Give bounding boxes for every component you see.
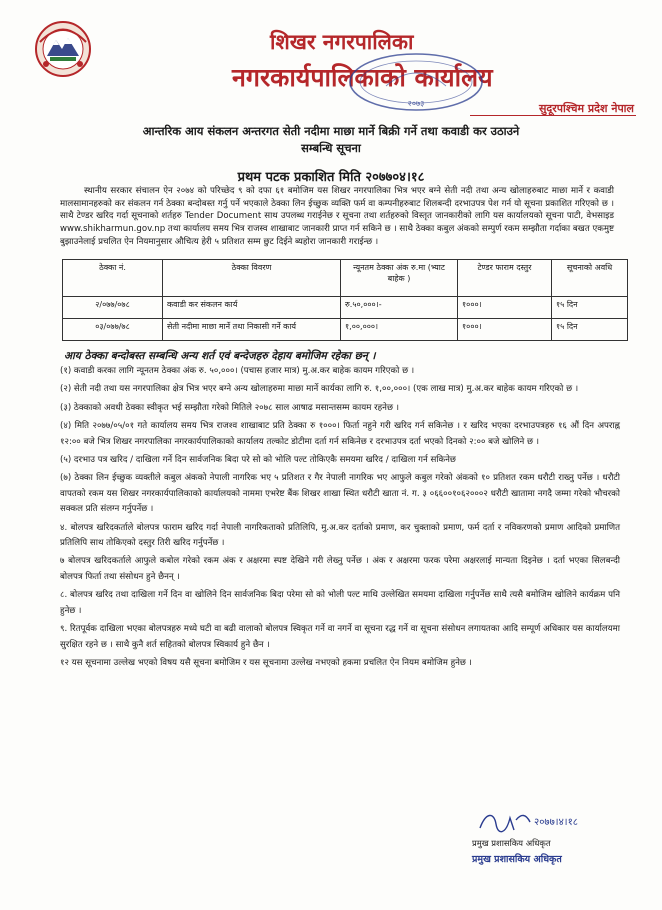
publication-date: प्रथम पटक प्रकाशित मिति २०७७०४।१८ xyxy=(237,170,425,185)
col-header-form-fee: टेण्डर फाराम दस्तुर xyxy=(458,260,552,297)
signature-date: २०७७।४।१८ xyxy=(534,817,578,828)
cell-form-fee: १०००। xyxy=(458,319,552,341)
condition-item: (४) मिति २०७७/०५/०१ गते कार्यालय समय भित्र राजश्व शाखाबाट प्रति ठेक्का रु १०००। फिर्ता नहुने गरी खरिद गर्न सकिनेछ । र खरिद भएका दरभाउपत्रहरु १६ औं दिन अपराह्न १२:०० बजे भित्र शिखर नगरपालिका नगरकार्यपालिकाको कार्यालय तल्कोट डोटीमा दर्ता गर्न सकिनेछ र दरभाउपत्र दर्ता भएको दिनको २:०० बजे खोलिने छ । xyxy=(60,421,620,447)
condition-item: ४. बोलपत्र खरिदकर्ताले बोलपत्र फाराम खरिद गर्दा नेपाली नागरिकताको प्रतिलिपि, मु.अ.कर दर्ताको प्रमाण, कर चुक्ताको प्रमाण, फर्म दर्ता र नविकरणको प्रमाण आदिको प्रमाणित प्रतिलिपि साथ तोकिएको दस्तुर तिरी खरिद गर्नुपर्नेछ । xyxy=(60,522,620,549)
cell-form-fee: १०००। xyxy=(458,297,552,319)
cell-description: कवाडी कर संकलन कार्य xyxy=(163,297,341,319)
col-header-min-amount: न्यूनतम ठेक्का अंक रु.मा (भ्याट बाहेक ) xyxy=(341,260,458,297)
office-name: नगरकार्यपालिकाको कार्यालय xyxy=(232,63,493,92)
condition-item: १२ यस सूचनामा उल्लेख भएको विषय यसै सूचना बमोजिम र यस सूचनामा उल्लेख नभएको हकमा प्रचलित ऐन नियम बमोजिम हुनेछ । xyxy=(60,657,472,668)
org-name: शिखर नगरपालिका xyxy=(270,30,414,54)
cell-notice-period: १५ दिन xyxy=(552,297,628,319)
notice-subject-cont: सम्बन्धि सूचना xyxy=(301,141,361,155)
condition-item: ९. रितपूर्वक दाखिला भएका बोलपत्रहरु मध्ये घटी वा बढी वालाको बोलपत्र स्विकृत गर्ने वा नगर्ने वा सूचना रद्ध गर्ने वा सूचना संसोधन लगायतका आदि सम्पूर्ण अधिकार यस कार्यालयमा सुरक्षित रहने छ । साथै कुनै शर्त सहितको बोलपत्र स्विकार्य हुने छैन । xyxy=(60,624,620,650)
col-header-description: ठेक्का विवरण xyxy=(163,260,341,297)
header-divider xyxy=(470,115,636,116)
condition-item: (२) सेती नदी तथा यस नगरपालिका क्षेत्र भित्र भएर बग्ने अन्य खोलाहरुमा माछा मार्ने कार्यका लागि रु. १,००,०००। (एक लाख मात्र) मु.अ.कर बाहेक कायम गरिएको छ । xyxy=(60,384,579,395)
signatory-title: प्रमुख प्रशासकिय अधिकृत xyxy=(472,838,551,848)
cell-contract-no: ०३/०७७/७८ xyxy=(63,319,163,341)
office-seal-stamp xyxy=(346,50,486,114)
cell-min-amount: रु.५०,०००।- xyxy=(341,297,458,319)
condition-item: (३) ठेक्काको अवधी ठेक्का स्वीकृत भई सम्झौता गरेको मितिले २०७८ साल आषाढ मसान्तसम्म कायम रहनेछ । xyxy=(60,402,399,413)
condition-item: (१) कवाडी करका लागि न्यूनतम ठेक्का अंक रु. ५०,०००। (पचास हजार मात्र) मु.अ.कर बाहेक कायम गरिएको छ । xyxy=(60,366,415,376)
table-row xyxy=(63,319,628,341)
table-header-row xyxy=(63,260,628,297)
table-row xyxy=(63,297,628,319)
cell-min-amount: १,००,०००। xyxy=(341,319,458,341)
notice-subject: आन्तरिक आय संकलन अन्तरगत सेती नदीमा माछा मार्ने बिक्री गर्ने तथा कवाडी कर उठाउने xyxy=(142,124,520,138)
condition-item: (५) दरभाउ पत्र खरिद / दाखिला गर्ने दिन सार्वजनिक बिदा परे सो को भोलि पल्ट तोकिएकै समयमा खरिद / दाखिला गर्न सकिनेछ xyxy=(60,455,456,466)
seal-year: २०७३ xyxy=(407,99,425,108)
signature-scribble xyxy=(476,808,586,836)
conditions-list xyxy=(60,364,620,674)
intro-paragraph: स्थानीय सरकार संचालन ऐन २०७४ को परिच्छेद ९ को दफा ६१ बमोजिम यस शिखर नगरपालिका भित्र भएर बग्ने सेती नदी तथा अन्य खोलाहरुबाट माछा मार्ने र कवाडी मालसामानहरुको कर संकलन गर्न ठेक्का बन्दोबस्त गर्नु पर्ने भएकाले ठेक्का लिन ईच्छुक व्यक्ति फर्म वा कम्पनीहरुबाट शिलबन्दी दरभाउपत्र पेश गर्न यो सूचना प्रकाशित गरिएको छ । साथै टेण्डर खरिद गर्दा सूचनाको शर्तहरु Tender Document साथ उपलब्ध गराईनेछ र सूचना तथा शर्तहरुको विस्तृत जानकारीको लागि यस कार्यालयको सूचना पाटी, वेभसाइड www.shikharmun.gov.np तथा कार्यालय समय भित्र राजस्व शाखाबाट जानकारी प्राप्त गर्न सकिने छ । साथै ठेक्का कबुल अंकको सम्पुर्ण रकम सम्झौता गर्दाका बखत एकमुष्ट बुझाउनेलाई प्रचलित ऐन नियमानुसार औचित्य हेरी ५ प्रतिशत सम्म छुट दिईने ब्यहोरा जानकारी गराईन्छ । xyxy=(60,186,614,247)
cell-contract-no: २/०७७/०७८ xyxy=(63,297,163,319)
conditions-title: आय ठेक्का बन्दोबस्त सम्बन्धि अन्य शर्त एवं बन्देजहरु देहाय बमोजिम रहेका छन् । xyxy=(64,350,376,362)
tender-table xyxy=(62,259,628,341)
condition-item: ८. बोलपत्र खरिद तथा दाखिला गर्ने दिन वा खोलिने दिन सार्वजनिक बिदा परेमा सो को भोली पल्ट माथि उल्लेखित समयमा दाखिला गर्नुपर्नेछ साथै त्यसै बमोजिम खोलिने कार्यक्रम पनि हुनेछ । xyxy=(60,590,620,616)
cell-notice-period: १५ दिन xyxy=(552,319,628,341)
signatory-stamp: प्रमुख प्रशासकिय अधिकृत xyxy=(472,854,562,865)
condition-item: (७) ठेक्का लिन ईच्छुक व्यक्तीले कबुल अंकको नेपाली नागरिक भए ५ प्रतिशत र गैर नेपाली नागरिक भए आफुले कबुल गरेको अंकको १० प्रतिशत रकम धरौटी राख्नु पर्नेछ । धरौटी वापतको रकम यस शिखर नगरकार्यपालिकाको कार्यालयको नाममा एभरेष्ट बैंक शिखर शाखा स्थित धरौटी खाता नं. ग. ३ ०६६००१०६२०००२ धरौटी खातामा नगदै जम्मा गरेको भौचरको सक्कल प्रति संलग्न गर्नुपर्नेछ । xyxy=(60,473,620,515)
condition-item: ७ बोलपत्र खरिदकर्ताले आफुले कबोल गरेको रकम अंक र अक्षरमा स्पष्ट देखिने गरी लेख्नु पर्नेछ । अंक र अक्षरमा फरक परेमा अक्षरलाई मान्यता दिइनेछ । दर्ता भएका सिलबन्दी बोलपत्र फिर्ता तथा संसोधन हुने छैनन् । xyxy=(60,556,620,582)
col-header-contract-no: ठेक्का नं. xyxy=(63,260,163,297)
cell-description: सेती नदीमा माछा मार्ने तथा निकासी गर्ने कार्य xyxy=(163,319,341,341)
nepal-emblem-icon xyxy=(34,20,92,78)
province-name: सुदूरपश्चिम प्रदेश नेपाल xyxy=(538,102,634,115)
col-header-notice-period: सूचनाको अवधि xyxy=(552,260,628,297)
